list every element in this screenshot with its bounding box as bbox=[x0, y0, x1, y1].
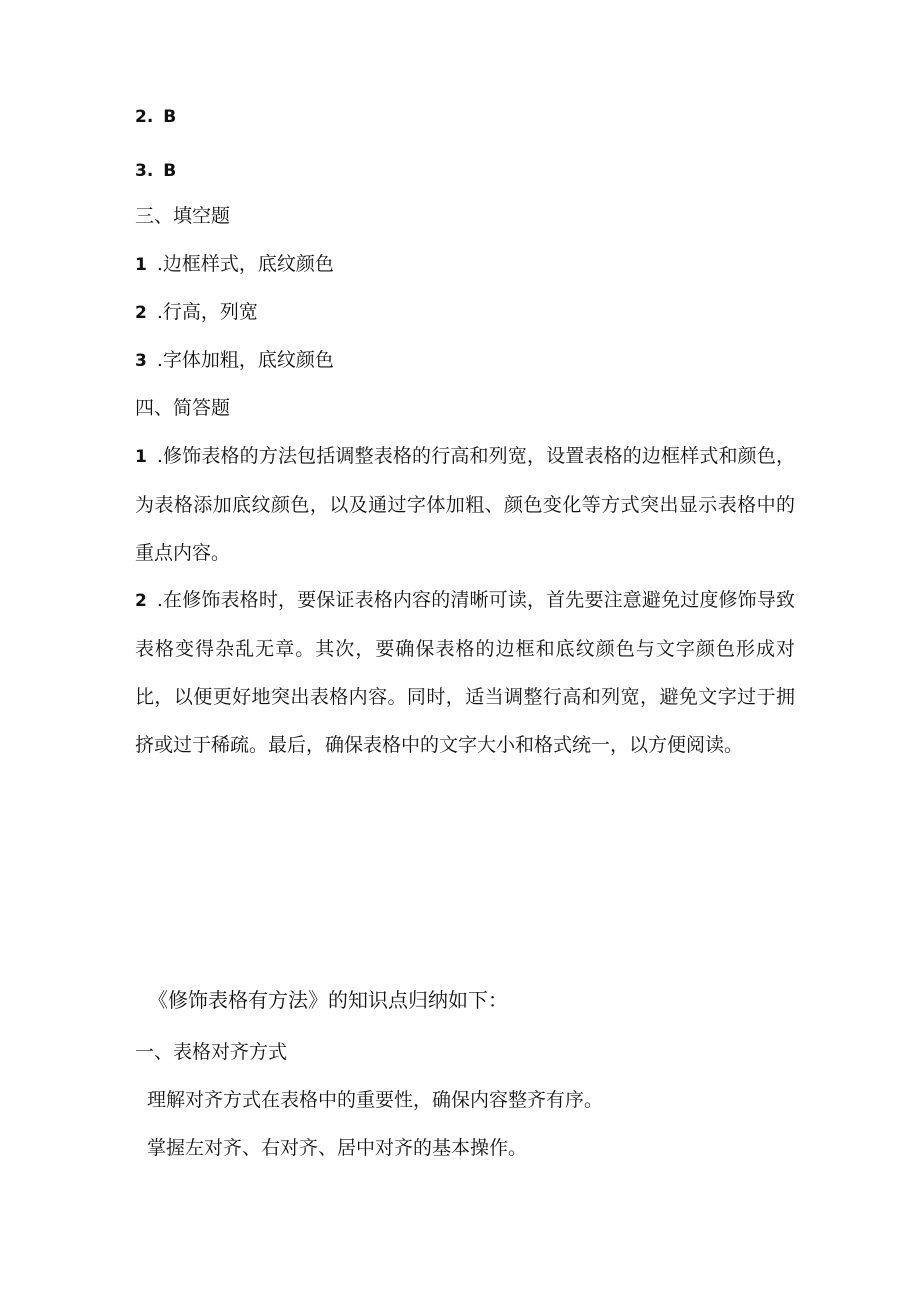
item-text: .修饰表格的方法包括调整表格的行高和列宽，设置表格的边框样式和颜色，为表格添加底纹颜色，以及通过字体加粗、颜色变化等方式突出显示表格中的重点内容。 bbox=[135, 445, 795, 564]
choice-answer-3 bbox=[135, 158, 176, 183]
fill-blank-item-3 bbox=[135, 348, 334, 373]
choice-number: 2. bbox=[135, 107, 154, 127]
summary-point-1: 理解对齐方式在表格中的重要性，确保内容整齐有序。 bbox=[147, 1089, 604, 1111]
fill-blank-item-1 bbox=[135, 252, 334, 277]
item-number: 1 bbox=[135, 255, 147, 275]
summary-heading: 一、表格对齐方式 bbox=[135, 1041, 288, 1063]
item-text: .行高，列宽 bbox=[156, 301, 258, 323]
choice-answer: B bbox=[163, 161, 177, 181]
item-number: 1 bbox=[135, 447, 147, 467]
section-heading-fill-blank: 三、填空题 bbox=[135, 205, 231, 227]
short-answer-item-2 bbox=[135, 576, 795, 769]
item-text: .边框样式，底纹颜色 bbox=[156, 253, 334, 275]
choice-number: 3. bbox=[135, 161, 154, 181]
section-heading-short-answer: 四、简答题 bbox=[135, 397, 231, 419]
choice-answer-2 bbox=[135, 104, 176, 129]
item-number: 3 bbox=[135, 351, 147, 371]
item-number: 2 bbox=[135, 303, 147, 323]
short-answer-item-1 bbox=[135, 432, 795, 577]
summary-title: 《修饰表格有方法》的知识点归纳如下： bbox=[148, 988, 508, 1012]
summary-point-2: 掌握左对齐、右对齐、居中对齐的基本操作。 bbox=[147, 1137, 528, 1159]
item-text: .在修饰表格时，要保证表格内容的清晰可读，首先要注意避免过度修饰导致表格变得杂乱无章。其次，要确保表格的边框和底纹颜色与文字颜色形成对比，以便更好地突出表格内容。同时，适当调整行高和列宽，避免文字过于拥挤或过于稀疏。最后，确保表格中的文字大小和格式统一，以方便阅读。 bbox=[135, 589, 795, 756]
item-number: 2 bbox=[135, 591, 147, 611]
item-text: .字体加粗，底纹颜色 bbox=[156, 349, 334, 371]
choice-answer: B bbox=[163, 107, 177, 127]
fill-blank-item-2 bbox=[135, 300, 258, 325]
